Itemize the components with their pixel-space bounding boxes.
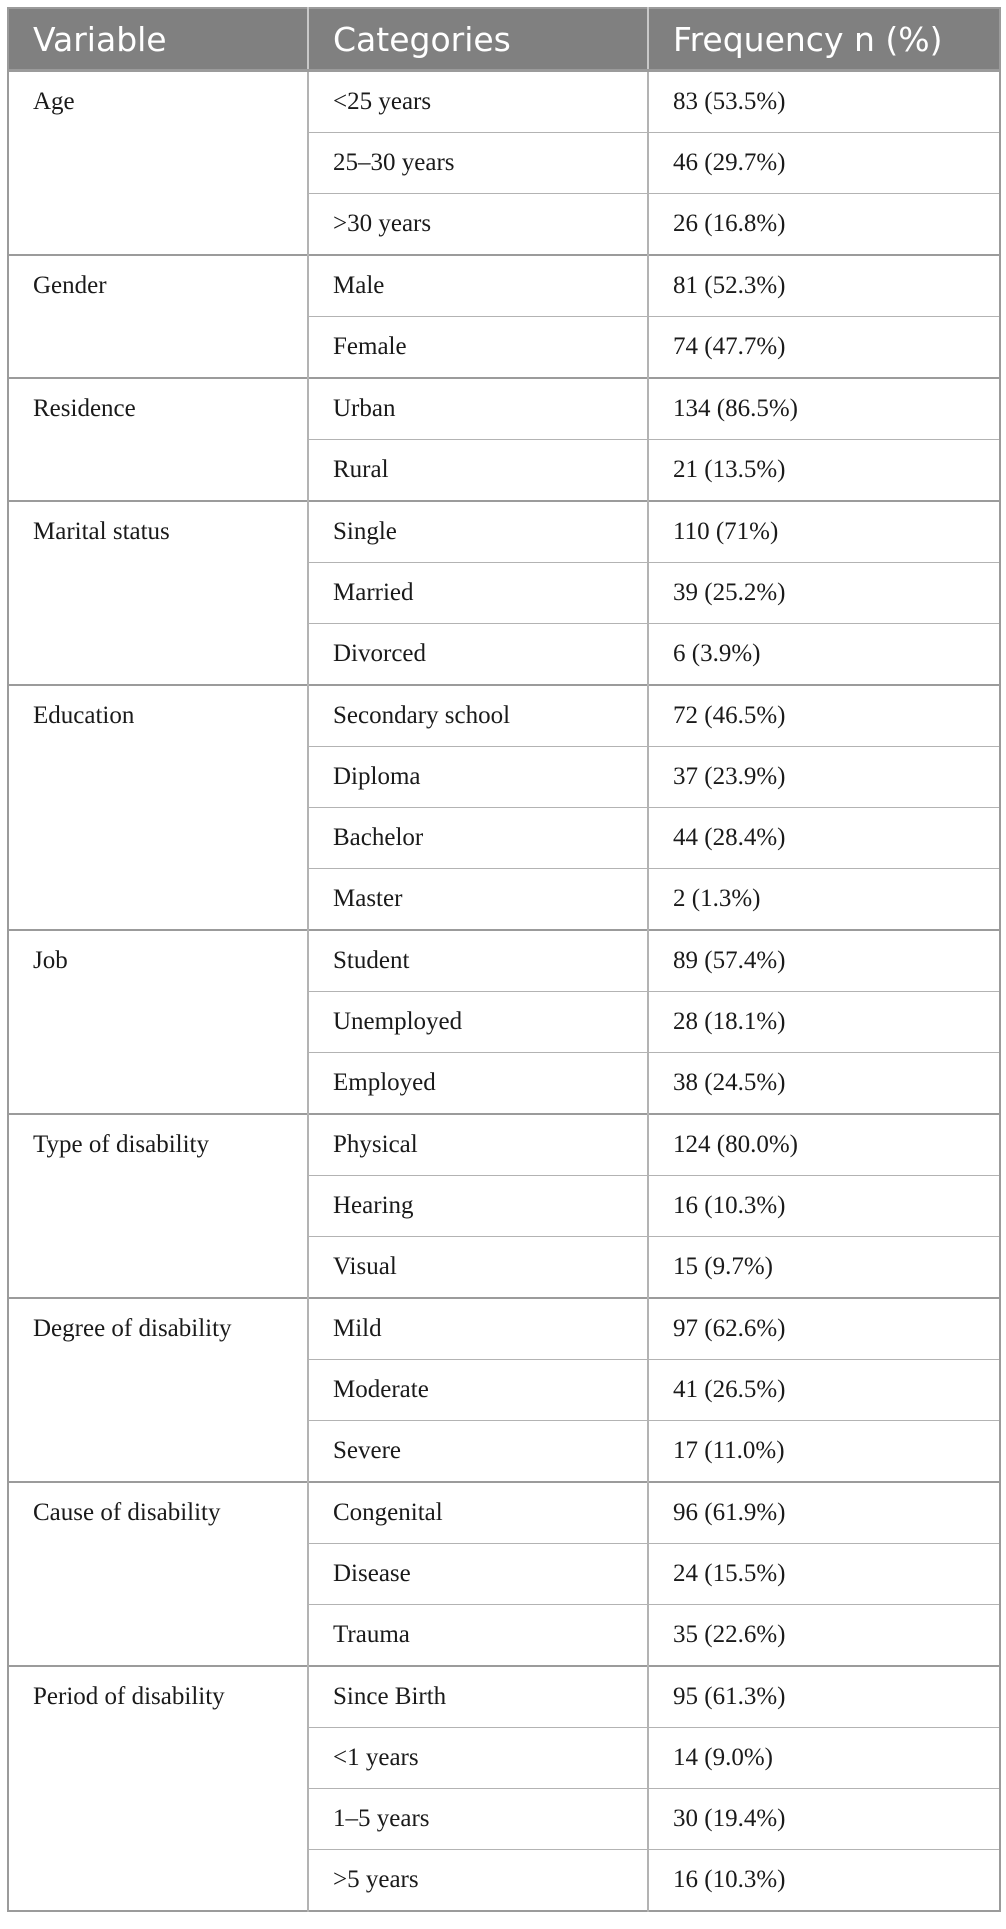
frequency-cell: 89 (57.4%)	[648, 930, 1000, 992]
frequency-cell: 124 (80.0%)	[648, 1114, 1000, 1176]
category-cell: Diploma	[308, 747, 648, 808]
category-cell: Physical	[308, 1114, 648, 1176]
category-cell: Moderate	[308, 1360, 648, 1421]
category-cell: Secondary school	[308, 685, 648, 747]
header-frequency: Frequency n (%)	[648, 8, 1000, 71]
category-cell: Employed	[308, 1053, 648, 1115]
header-categories: Categories	[308, 8, 648, 71]
table-row	[8, 501, 1000, 563]
frequency-cell: 28 (18.1%)	[648, 992, 1000, 1053]
frequency-cell: 110 (71%)	[648, 501, 1000, 563]
variable-cell: Period of disability	[8, 1666, 308, 1911]
variable-cell: Marital status	[8, 501, 308, 685]
category-cell: Unemployed	[308, 992, 648, 1053]
frequency-cell: 95 (61.3%)	[648, 1666, 1000, 1728]
variable-cell: Age	[33, 88, 75, 115]
category-cell: 1–5 years	[308, 1789, 648, 1850]
demographics-table	[7, 7, 1001, 1912]
frequency-cell: 83 (53.5%)	[648, 71, 1000, 133]
frequency-cell: 24 (15.5%)	[648, 1544, 1000, 1605]
variable-cell: Degree of disability	[8, 1298, 308, 1482]
table-row	[8, 255, 1000, 317]
category-cell: >30 years	[308, 194, 648, 256]
variable-cell: Type of disability	[8, 1114, 308, 1298]
table-row	[8, 930, 1000, 992]
table-row	[8, 685, 1000, 747]
frequency-cell: 41 (26.5%)	[648, 1360, 1000, 1421]
table-row	[8, 1666, 1000, 1728]
frequency-cell: 72 (46.5%)	[648, 685, 1000, 747]
frequency-cell: 21 (13.5%)	[648, 440, 1000, 502]
category-cell: Since Birth	[308, 1666, 648, 1728]
frequency-cell: 46 (29.7%)	[648, 133, 1000, 194]
variable-cell: Job	[8, 930, 308, 1114]
table-row	[8, 378, 1000, 440]
category-cell: 25–30 years	[308, 133, 648, 194]
frequency-cell: 134 (86.5%)	[648, 378, 1000, 440]
frequency-cell: 15 (9.7%)	[648, 1237, 1000, 1299]
table-header	[8, 8, 1000, 71]
variable-cell: Gender	[8, 255, 308, 378]
table-row	[8, 71, 1000, 133]
category-cell: >5 years	[308, 1850, 648, 1912]
category-cell: Severe	[308, 1421, 648, 1483]
table-row	[8, 1114, 1000, 1176]
category-cell: Urban	[308, 378, 648, 440]
frequency-cell: 30 (19.4%)	[648, 1789, 1000, 1850]
frequency-cell: 6 (3.9%)	[648, 624, 1000, 686]
frequency-cell: 17 (11.0%)	[648, 1421, 1000, 1483]
category-cell: Hearing	[308, 1176, 648, 1237]
variable-cell: Cause of disability	[8, 1482, 308, 1666]
frequency-cell: 14 (9.0%)	[648, 1728, 1000, 1789]
table-row	[8, 1298, 1000, 1360]
category-cell: Visual	[308, 1237, 648, 1299]
frequency-cell: 81 (52.3%)	[648, 255, 1000, 317]
frequency-cell: 97 (62.6%)	[648, 1298, 1000, 1360]
category-cell: Single	[308, 501, 648, 563]
category-cell: <25 years	[308, 71, 648, 133]
frequency-cell: 44 (28.4%)	[648, 808, 1000, 869]
category-cell: <1 years	[308, 1728, 648, 1789]
category-cell: Master	[308, 869, 648, 931]
frequency-cell: 39 (25.2%)	[648, 563, 1000, 624]
category-cell: Mild	[308, 1298, 648, 1360]
frequency-cell: 38 (24.5%)	[648, 1053, 1000, 1115]
category-cell: Married	[308, 563, 648, 624]
frequency-cell: 16 (10.3%)	[648, 1176, 1000, 1237]
category-cell: Bachelor	[308, 808, 648, 869]
header-row	[8, 8, 1000, 71]
frequency-cell: 37 (23.9%)	[648, 747, 1000, 808]
category-cell: Disease	[308, 1544, 648, 1605]
category-cell: Congenital	[308, 1482, 648, 1544]
frequency-cell: 26 (16.8%)	[648, 194, 1000, 256]
category-cell: Rural	[308, 440, 648, 502]
table-row	[8, 1482, 1000, 1544]
frequency-cell: 35 (22.6%)	[648, 1605, 1000, 1667]
category-cell: Female	[308, 317, 648, 379]
frequency-cell: 96 (61.9%)	[648, 1482, 1000, 1544]
header-variable: Variable	[8, 8, 308, 71]
table-body	[8, 71, 1000, 1912]
variable-cell: Education	[8, 685, 308, 930]
category-cell: Male	[308, 255, 648, 317]
variable-cell: Residence	[8, 378, 308, 501]
frequency-cell: 2 (1.3%)	[648, 869, 1000, 931]
category-cell: Divorced	[308, 624, 648, 686]
category-cell: Student	[308, 930, 648, 992]
frequency-cell: 74 (47.7%)	[648, 317, 1000, 379]
category-cell: Trauma	[308, 1605, 648, 1667]
frequency-cell: 16 (10.3%)	[648, 1850, 1000, 1912]
